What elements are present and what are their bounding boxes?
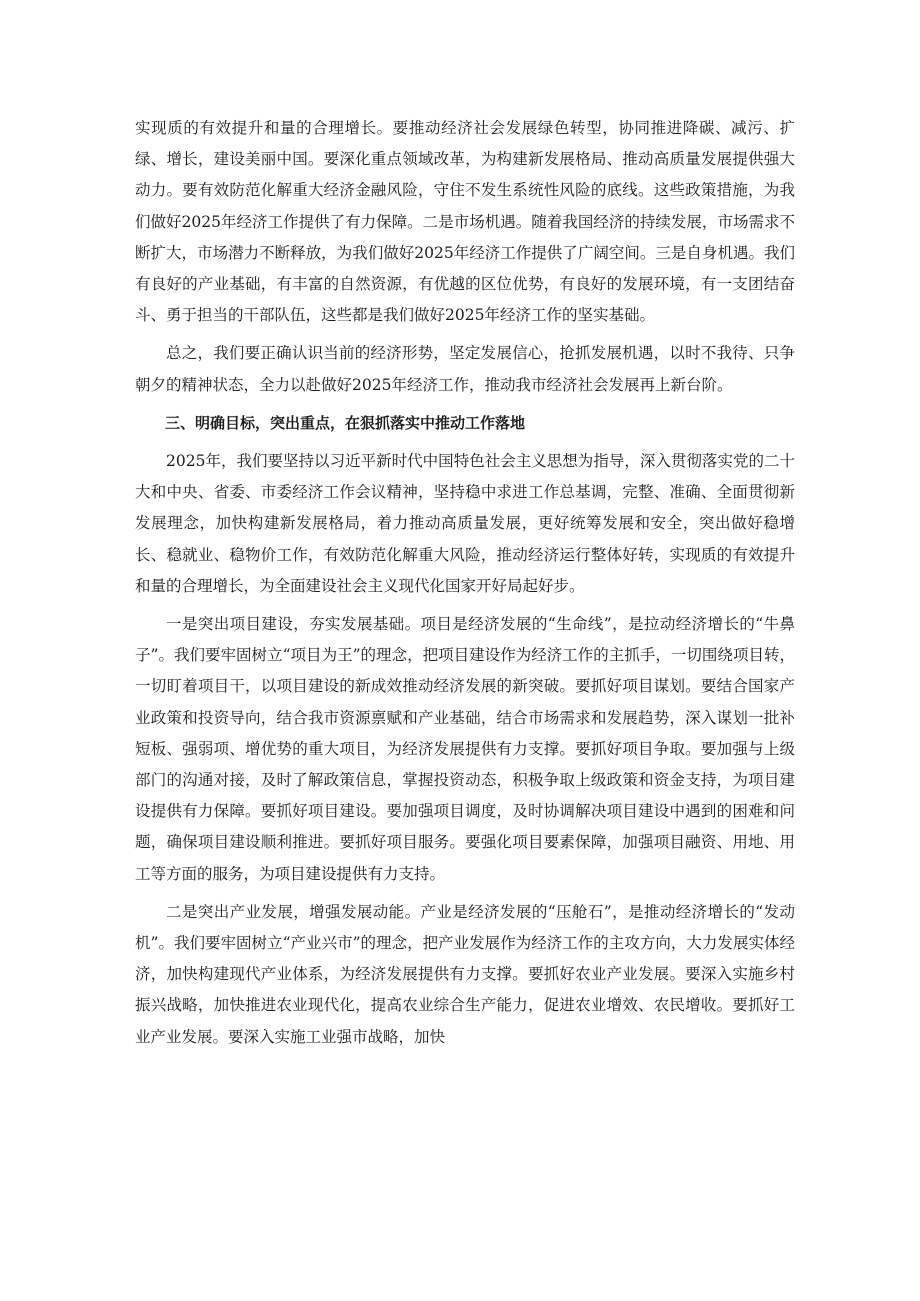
paragraph-summary: 总之，我们要正确认识当前的经济形势，坚定发展信心，抢抓发展机遇，以时不我待、只争朝夕的精神状态，全力以赴做好2025年经济工作，推动我市经济社会发展再上新台阶。 (135, 344, 795, 394)
paragraph-2025-goals: 2025年，我们要坚持以习近平新时代中国特色社会主义思想为指导，深入贯彻落实党的二十大和中央、省委、市委经济工作会议精神，坚持稳中求进工作总基调，完整、准确、全面贯彻新发展理念，加快构建新发展格局，着力推动高质量发展，更好统筹发展和安全，突出做好稳增长、稳就业、稳物价工作，有效防范化解重大风险，推动经济运行整体好转，实现质的有效提升和量的合理增长，为全面建设社会主义现代化国家开好局起好步。 (135, 452, 795, 595)
document-body (135, 113, 795, 1060)
paragraph-opportunities-continued: 实现质的有效提升和量的合理增长。要推动经济社会发展绿色转型，协同推进降碳、减污、扩绿、增长，建设美丽中国。要深化重点领域改革，为构建新发展格局、推动高质量发展提供强大动力。要有效防范化解重大经济金融风险，守住不发生系统性风险的底线。这些政策措施，为我们做好2025年经济工作提供了有力保障。二是市场机遇。随着我国经济的持续发展，市场需求不断扩大，市场潜力不断释放，为我们做好2025年经济工作提供了广阔空间。三是自身机遇。我们有良好的产业基础，有丰富的自然资源，有优越的区位优势，有良好的发展环境，有一支团结奋斗、勇于担当的干部队伍，这些都是我们做好2025年经济工作的坚实基础。 (135, 119, 795, 325)
section-heading-three: 三、明确目标，突出重点，在狠抓落实中推动工作落地 (165, 413, 526, 432)
paragraph-project-construction: 一是突出项目建设，夯实发展基础。项目是经济发展的“生命线”，是拉动经济增长的“牛鼻子”。我们要牢固树立“项目为王”的理念，把项目建设作为经济工作的主抓手，一切围绕项目转，一切盯着项目干，以项目建设的新成效推动经济发展的新突破。要抓好项目谋划。要结合国家产业政策和投资导向，结合我市资源禀赋和产业基础，结合市场需求和发展趋势，深入谋划一批补短板、强弱项、增优势的重大项目，为经济发展提供有力支撑。要抓好项目争取。要加强与上级部门的沟通对接，及时了解政策信息，掌握投资动态，积极争取上级政策和资金支持，为项目建设提供有力保障。要抓好项目建设。要加强项目调度，及时协调解决项目建设中遇到的困难和问题，确保项目建设顺利推进。要抓好项目服务。要强化项目要素保障，加强项目融资、用地、用工等方面的服务，为项目建设提供有力支持。 (135, 615, 795, 883)
paragraph-industry-development: 二是突出产业发展，增强发展动能。产业是经济发展的“压舱石”，是推动经济增长的“发动机”。我们要牢固树立“产业兴市”的理念，把产业发展作为经济工作的主攻方向，大力发展实体经济，加快构建现代产业体系，为经济发展提供有力支撑。要抓好农业产业发展。要深入实施乡村振兴战略，加快推进农业现代化，提高农业综合生产能力，促进农业增效、农民增收。要抓好工业产业发展。要深入实施工业强市战略，加快 (135, 902, 795, 1046)
